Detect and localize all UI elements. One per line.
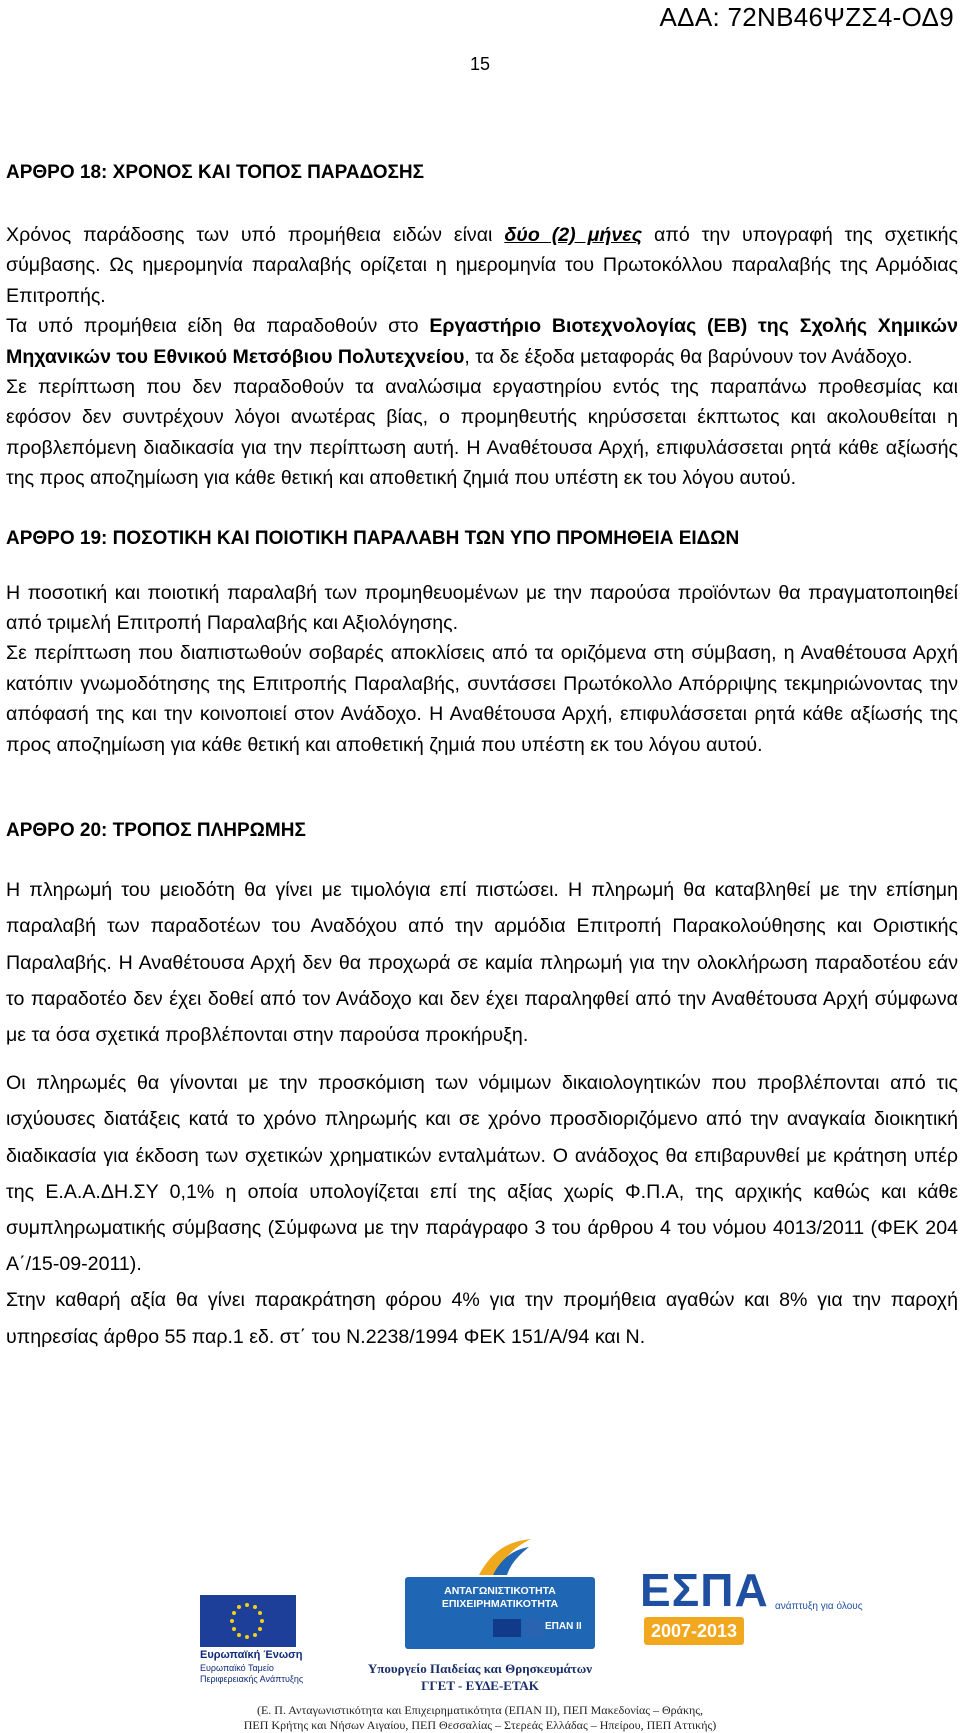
- op-tagline: η ευρώπη στο επίκεντρο της ανάπτυξης: [409, 1638, 566, 1648]
- swoosh-icon: [475, 1535, 535, 1579]
- article-18-paragraph-3: Σε περίπτωση που δεν παραδοθούν τα αναλώσιμα εργαστηρίου εντός της παραπάνω προθεσμίας και εφόσον δεν συντρέχουν λόγοι ανωτέρας βίας, ο προμηθευτής κηρύσσεται έκπτωτος και ακολουθείται η προβλεπόμενη διαδικασία για την περίπτωση αυτή. Η Αναθέτουσα Αρχή, επιφυλάσσεται ρητά κάθε αξίωσής της προς αποζημίωση για κάθε θετική και αποθετική ζημιά που υπέστη εκ του λόγου αυτού.: [6, 376, 958, 490]
- article-19-title: ΑΡΘΡΟ 19: ΠΟΣΟΤΙΚΗ ΚΑΙ ΠΟΙΟΤΙΚΗ ΠΑΡΑΛΑΒΗ ΤΩΝ ΥΠΟ ΠΡΟΜΗΘΕΙΑ ΕΙΔΩΝ: [6, 527, 740, 549]
- programmes-caption-line-1: (Ε. Π. Ανταγωνιστικότητα και Επιχειρηματικότητα (ΕΠΑΝ ΙΙ), ΠΕΠ Μακεδονίας – Θράκης,: [256, 1703, 704, 1717]
- ministry-name: Υπουργείο Παιδείας και Θρησκευμάτων: [367, 1661, 593, 1676]
- delivery-place-text-end: , τα δε έξοδα μεταφοράς θα βαρύνουν τον Ανάδοχο.: [464, 345, 913, 368]
- delivery-place: Εργαστήριο Βιοτεχνολογίας (ΕΒ) της Σχολής Χημικών Μηχανικών του Εθνικού Μετσόβιου Πολυτεχνείου: [6, 315, 958, 368]
- espa-years: 2007-2013: [644, 1617, 744, 1645]
- article-20-title: ΑΡΘΡΟ 20: ΤΡΟΠΟΣ ΠΛΗΡΩΜΗΣ: [6, 820, 306, 842]
- delivery-time-text-end: από την υπογραφή της σχετικής σύμβασης. Ως ημερομηνία παραλαβής ορίζεται η ημερομηνία του Πρωτοκόλλου παραλαβής της Αρμόδιας Επιτροπής.: [6, 224, 958, 307]
- eu-stars-icon: [214, 1601, 280, 1641]
- greek-flag-small-icon: [523, 1619, 543, 1637]
- eu-flag-logo: [200, 1595, 296, 1647]
- delivery-place-text: Τα υπό προμήθεια είδη θα παραδοθούν στο: [6, 315, 430, 338]
- espa-slogan: ανάπτυξη για όλους: [775, 1601, 863, 1612]
- article-20-paragraph-1: Η πληρωμή του μειοδότη θα γίνει με τιμολόγια επί πιστώσει. Η πληρωμή θα καταβληθεί με την επίσημη παραλαβή των παραδοτέων του Αναδόχου από την αρμόδια Επιτροπή Παρακολούθησης και Οριστικής Παραλαβής. Η Αναθέτουσα Αρχή δεν θα προχωρά σε καμία πληρωμή για την ολοκλήρωση παραδοτέου εάν το παραδοτέο δεν έχει δοθεί από τον Ανάδοχο και δεν έχει παραληφθεί από την Αναθέτουσα Αρχή σύμφωνα με τα όσα σχετικά προβλέπονται στην παρούσα προκήρυξη.: [6, 879, 958, 1046]
- article-20-paragraph-2: Οι πληρωμές θα γίνονται με την προσκόμιση των νόμιμων δικαιολογητικών που προβλέπονται από τις ισχύουσες διατάξεις κατά το χρόνο πληρωμής και σε χρόνο προσδιοριζόμενο από την αναγκαία διοικητική διαδικασία για έκδοση των σχετικών χρηματικών ενταλμάτων. Ο ανάδοχος θα επιβαρυνθεί με κράτηση υπέρ της Ε.Α.Α.ΔΗ.ΣΥ 0,1% η οποία υπολογίζεται επί της αξίας χωρίς Φ.Π.Α, της αρχικής καθώς και κάθε συμπληρωματικής σύμβασης (Σύμφωνα με την παράγραφο 3 του άρθρου 4 του νόμου 4013/2011 (ΦΕΚ 204 Α΄/15-09-2011).: [6, 1072, 958, 1276]
- op-title: ΑΝΤΑΓΩΝΙΣΤΙΚΟΤΗΤΑ ΕΠΙΧΕΙΡΗΜΑΤΙΚΟΤΗΤΑ: [441, 1585, 559, 1610]
- article-18-title: ΑΡΘΡΟ 18: ΧΡΟΝΟΣ ΚΑΙ ΤΟΠΟΣ ΠΑΡΑΔΟΣΗΣ: [6, 162, 425, 183]
- article-18-paragraph-1: [6, 220, 958, 311]
- funding-logos-footer: [0, 1535, 960, 1732]
- document-body: [6, 158, 958, 1355]
- delivery-time-text: Χρόνος παράδοσης των υπό προμήθεια ειδών είναι: [6, 224, 505, 246]
- article-20-paragraph-3: Στην καθαρή αξία θα γίνει παρακράτηση φόρου 4% για την προμήθεια αγαθών και 8% για την παροχή υπηρεσίας άρθρο 55 παρ.1 εδ. στ΄ του Ν.2238/1994 ΦΕΚ 151/Α/94 και Ν.: [6, 1289, 958, 1348]
- espa-word: ΕΣΠΑ: [640, 1564, 769, 1616]
- ada-code: ΑΔΑ: 72ΝΒ46ΨΖΣ4-ΟΔ9: [659, 2, 954, 32]
- article-19-paragraph-1: Η ποσοτική και ποιοτική παραλαβή των προμηθευομένων με την παρούσα προϊόντων θα πραγματοποιηθεί από τριμελή Επιτροπή Παραλαβής και Αξιολόγησης.: [6, 581, 958, 635]
- article-19-paragraph-2: Σε περίπτωση που διαπιστωθούν σοβαρές αποκλίσεις από τα οριζόμενα στη σύμβαση, η Αναθέτουσα Αρχή κατόπιν γνωμοδότησης της Επιτροπής Παραλαβής, συντάσσει Πρωτόκολλο Απόρριψης τεκμηριώνοντας την απόφασή της και την κοινοποιεί στον Ανάδοχο. Η Αναθέτουσα Αρχή, επιφυλάσσεται ρητά κάθε αξίωσής της προς αποζημίωση για κάθε θετική και αποθετική ζημιά που υπέστη εκ του λόγου αυτού.: [6, 642, 958, 756]
- gget-name: ΓΓΕΤ - ΕΥΔΕ-ΕΤΑΚ: [421, 1678, 539, 1693]
- eu-caption: Ευρωπαϊκή Ένωση: [200, 1649, 303, 1661]
- delivery-duration: δύο (2) μήνες: [504, 224, 643, 246]
- eu-fund-caption: Ευρωπαϊκό Ταμείο Περιφερειακής Ανάπτυξης: [200, 1663, 304, 1684]
- programmes-caption-line-2: ΠΕΠ Κρήτης και Νήσων Αιγαίου, ΠΕΠ Θεσσαλίας – Στερεάς Ελλάδας – Ηπείρου, ΠΕΠ Αττικής): [243, 1718, 717, 1732]
- page-number: 15: [469, 54, 491, 74]
- eu-flag-small-icon: [493, 1619, 521, 1637]
- espa-logo: [640, 1563, 769, 1647]
- article-18-paragraph-2: [6, 311, 958, 372]
- op-epan: ΕΠΑΝ ΙΙ: [545, 1621, 582, 1632]
- programmes-caption: [0, 1703, 960, 1733]
